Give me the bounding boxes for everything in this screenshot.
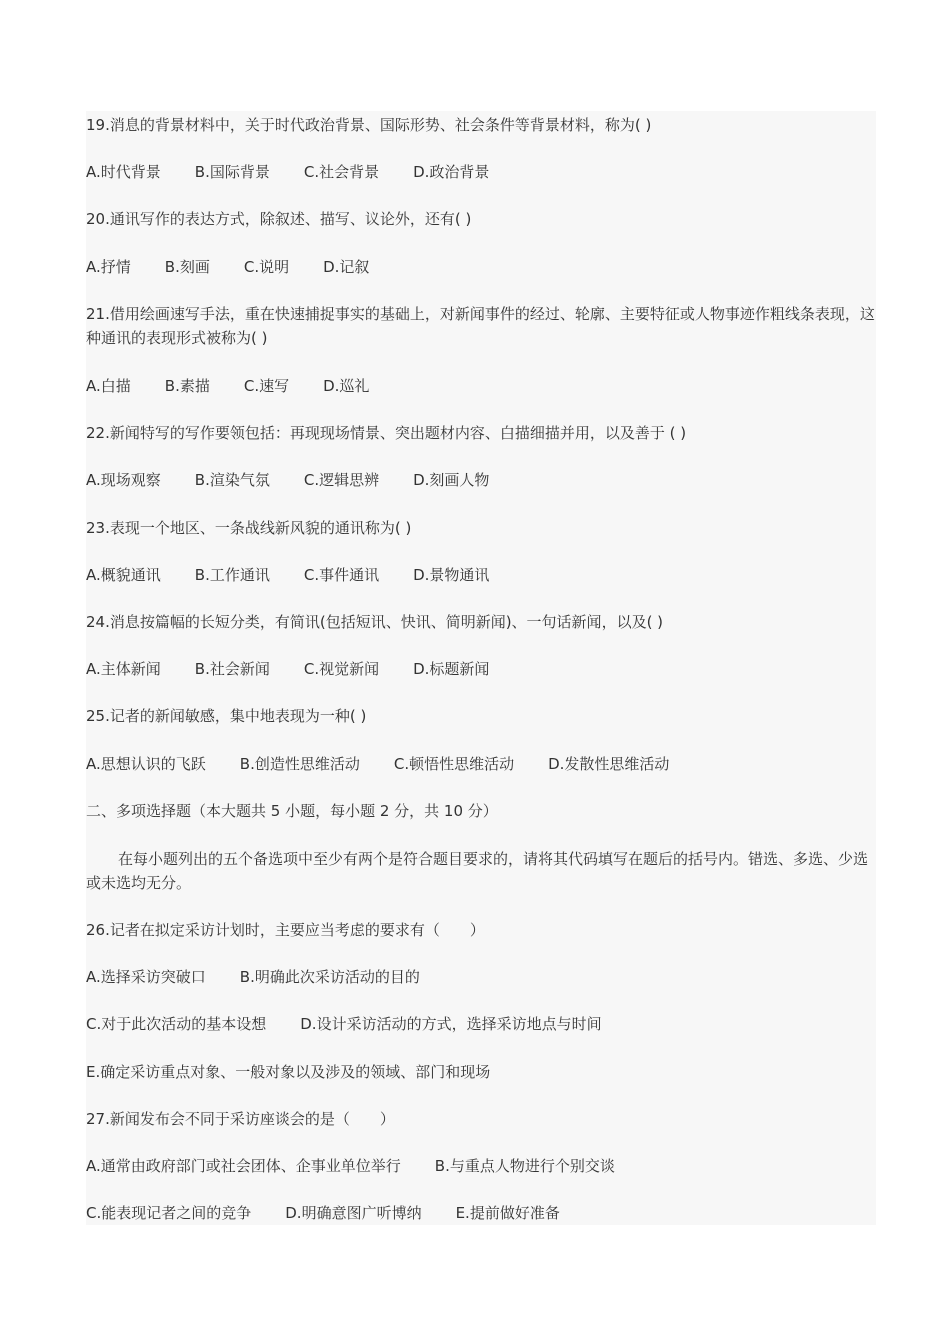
document-page [86,111,876,1225]
options-26-row3 [86,1060,876,1084]
option-b: B.与重点人物进行个别交谈 [434,1157,615,1175]
option-b: B.素描 [164,377,210,395]
option-d: D.设计采访活动的方式，选择采访地点与时间 [300,1015,602,1033]
option-a: A.时代背景 [86,163,161,181]
options-19 [86,160,876,184]
option-c: C.对于此次活动的基本设想 [86,1015,267,1033]
option-c: C.社会背景 [303,163,380,181]
question-22: 22.新闻特写的写作要领包括：再现现场情景、突出题材内容、白描细描并用，以及善于 ( ) [86,424,687,442]
option-a: A.通常由政府部门或社会团体、企事业单位举行 [86,1157,401,1175]
option-a: A.现场观察 [86,471,161,489]
option-c: C.逻辑思辨 [303,471,380,489]
section-heading: 二、多项选择题（本大题共 5 小题，每小题 2 分，共 10 分） [86,802,498,820]
option-c: C.顿悟性思维活动 [393,755,515,773]
options-27-row2 [86,1201,876,1225]
section-instructions: 在每小题列出的五个备选项中至少有两个是符合题目要求的，请将其代码填写在题后的括号内。错选、多选、少选或未选均无分。 [86,850,869,892]
options-20 [86,255,876,279]
option-d: D.巡礼 [323,377,370,395]
option-a: A.白描 [86,377,131,395]
options-21 [86,374,876,398]
option-d: D.明确意图广听博纳 [285,1204,422,1222]
options-22 [86,468,876,492]
option-b: B.工作通讯 [194,566,270,584]
option-d: D.记叙 [323,258,370,276]
question-27: 27.新闻发布会不同于采访座谈会的是（ ） [86,1110,395,1128]
option-c: C.视觉新闻 [303,660,380,678]
options-23 [86,563,876,587]
option-d: D.刻画人物 [413,471,490,489]
option-a: A.选择采访突破口 [86,968,206,986]
option-d: D.政治背景 [413,163,490,181]
option-a: A.主体新闻 [86,660,161,678]
option-c: C.能表现记者之间的竞争 [86,1204,252,1222]
option-d: D.发散性思维活动 [548,755,670,773]
option-c: C.速写 [243,377,290,395]
option-c: C.事件通讯 [303,566,380,584]
option-e: E.提前做好准备 [455,1204,560,1222]
options-25 [86,752,876,776]
option-a: A.概貌通讯 [86,566,161,584]
option-b: B.社会新闻 [194,660,270,678]
option-b: B.明确此次采访活动的目的 [239,968,420,986]
question-24: 24.消息按篇幅的长短分类，有简讯(包括短讯、快讯、简明新闻)、一句话新闻，以及( ) [86,613,664,631]
option-b: B.渲染气氛 [194,471,270,489]
options-24 [86,657,876,681]
option-b: B.刻画 [164,258,210,276]
option-d: D.标题新闻 [413,660,490,678]
option-c: C.说明 [243,258,290,276]
question-19: 19.消息的背景材料中，关于时代政治背景、国际形势、社会条件等背景材料，称为( ) [86,116,652,134]
options-26-row2 [86,1012,876,1036]
question-26: 26.记者在拟定采访计划时，主要应当考虑的要求有（ ） [86,921,485,939]
option-e: E.确定采访重点对象、一般对象以及涉及的领域、部门和现场 [86,1063,491,1081]
option-d: D.景物通讯 [413,566,490,584]
option-b: B.国际背景 [194,163,270,181]
option-a: A.抒情 [86,258,131,276]
question-23: 23.表现一个地区、一条战线新风貌的通讯称为( ) [86,519,412,537]
question-20: 20.通讯写作的表达方式，除叙述、描写、议论外，还有( ) [86,210,472,228]
options-27-row1 [86,1154,876,1178]
option-b: B.创造性思维活动 [239,755,360,773]
question-21: 21.借用绘画速写手法，重在快速捕捉事实的基础上，对新闻事件的经过、轮廓、主要特征或人物事迹作粗线条表现，这种通讯的表现形式被称为( ) [86,305,875,347]
options-26-row1 [86,965,876,989]
option-a: A.思想认识的飞跃 [86,755,206,773]
question-25: 25.记者的新闻敏感，集中地表现为一种( ) [86,707,367,725]
